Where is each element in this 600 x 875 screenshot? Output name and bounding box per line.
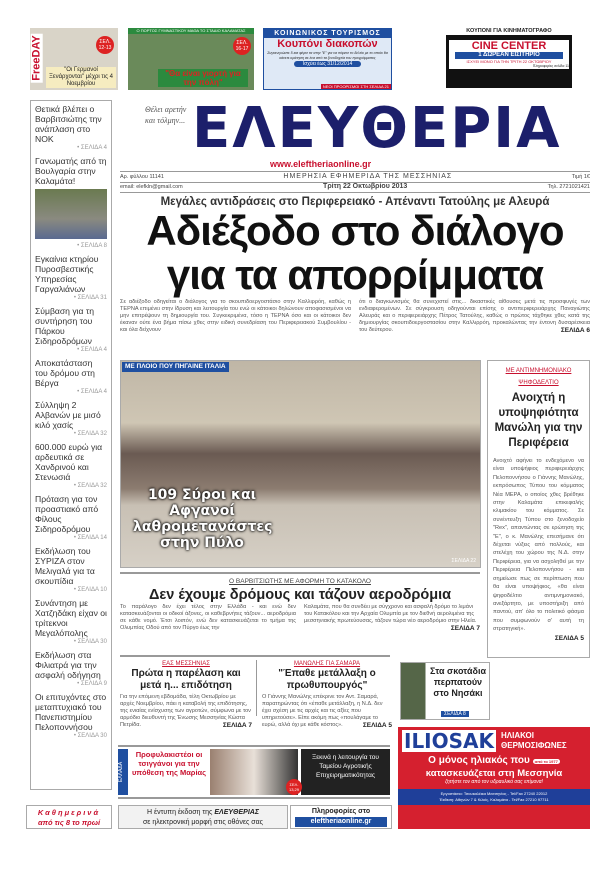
phone: Τηλ. 2721021421 bbox=[547, 184, 590, 190]
photo-label: ΜΕ ΠΛΟΙΟ ΠΟΥ ΠΗΓΑΙΝΕ ΙΤΑΛΙΑ bbox=[122, 362, 229, 372]
story3-page[interactable]: ΣΕΛΙΔΑ 7 bbox=[222, 722, 252, 729]
date: Τρίτη 22 Οκτωβρίου 2013 bbox=[323, 183, 408, 190]
right-kicker: ΜΕ ΑΝΤΙΜΝΗΜΟΝΙΑΚΟ ΨΗΦΟΔΕΛΤΙΟ bbox=[505, 368, 572, 386]
sidebar bbox=[30, 100, 112, 790]
lead-kicker: Μεγάλες αντιδράσεις στο Περιφερειακό - Απέναντι Τατούλης με Αλευρά bbox=[160, 196, 550, 208]
iliosak-address-2: Έκθεση: Αθηνών 7 & Κιλκίς, Καλαμάτα - Tel/Fax 27210 97711 bbox=[439, 797, 549, 802]
story2-kicker: Ο ΒΑΡΒΙΤΣΙΩΤΗΣ ΜΕ ΑΦΟΡΜΗ ΤΟ ΚΑΤΑΚΟΛΟ bbox=[229, 578, 371, 585]
sidebar-item[interactable] bbox=[35, 254, 107, 303]
sidebar-item-page: • ΣΕΛΙΔΑ 8 bbox=[77, 243, 107, 249]
sidebar-item-title: Εκδήλωση στα Φιλιατρά για την ασφαλή οδήγηση bbox=[35, 650, 101, 680]
lead-headline[interactable]: Αδιέξοδο στο διάλογο για τα απορρίμματα bbox=[146, 207, 564, 298]
sidebar-item[interactable] bbox=[35, 546, 107, 595]
lead-page[interactable]: ΣΕΛΙΔΑ 6 bbox=[560, 327, 590, 334]
cinema-note: ΙΣΧΥΕΙ ΜΟΝΟ ΓΙΑ ΤΗΝ ΤΡΙΤΗ 22 ΟΚΤΩΒΡΙΟΥ bbox=[466, 59, 552, 64]
sidebar-item-title: Σύμβαση για τη συντήρηση του Πάρκου Σιδηροδρόμων bbox=[35, 306, 95, 346]
ad-title: ΚΟΙΝΩΝΙΚΟΣ ΤΟΥΡΙΣΜΟΣ bbox=[264, 29, 391, 38]
right-story[interactable] bbox=[487, 360, 590, 658]
iliosak-line1: Ο μόνος ηλιακός που bbox=[428, 755, 530, 766]
sidebar-item-page: • ΣΕΛΙΔΑ 4 bbox=[77, 145, 107, 151]
cinema-info: Πληροφορίες σελίδα 11 bbox=[532, 64, 569, 68]
newspaper-logo[interactable]: ΕΛΕΥΘΕΡΙΑ bbox=[192, 96, 562, 161]
photo-story[interactable] bbox=[120, 360, 481, 568]
sidebar-item[interactable] bbox=[35, 306, 107, 355]
masthead-motto: Θέλει αρετήν και τόλμην... bbox=[145, 105, 187, 125]
ad-top-line: Ο ΠΟΡΤΟΣ ΓΥΜΝΑΣΤΙΚΟΥ ΜΑΘΑ ΤΟ ΣΤΑΔΙΟ ΚΑΛΑΜΑΤΑΣ bbox=[128, 28, 254, 34]
sidebar-item-title: Εγκαίνια κτηρίου Πυροσβεστικής Υπηρεσίας Γαργαλιάνων bbox=[35, 254, 99, 294]
badge: ΣΕΛ. 12-13 bbox=[96, 36, 114, 54]
ad-validity: Ισχύει έως 31/12/2014 bbox=[294, 61, 361, 67]
ad-footer: ΝΕΟΙ ΠΡΟΟΡΙΣΜΟΙ ΣΤΗ ΣΕΛΙΔΑ 21 bbox=[322, 84, 389, 89]
sidebar-item[interactable] bbox=[35, 358, 107, 397]
story-subsidy[interactable] bbox=[120, 660, 252, 729]
freeday-brand: FreeDAY bbox=[30, 35, 43, 81]
lead-col-2: ότι ο διαγκωνισμός θα συνεχιστεί στις... δικαστικές αίθουσες μετά τις προσφυγές των ενδιαφερομένων. Σε σύγκρουση οδηγούνται επίσης ο αντιπεριφερειάρχης Παναγιώτης Αλευράς και ο περιφερειάρχης Πέτρος Τατούλης, καθώς ο πρώτος τάχθηκε χθες κατά της δημιουργίας σκουπιδοεργοστασίου στην Καλλιρρόη, προκαλώντας την έντονη δυσαρέσκεια του δεύτερου. bbox=[359, 299, 590, 333]
iliosak-ad[interactable] bbox=[398, 727, 590, 829]
story5-page: ΣΕΛΙΔΑ 8 bbox=[441, 711, 469, 717]
caption: "Θα είναι γιορτή για την πόλη" bbox=[158, 69, 248, 87]
info-label: Πληροφορίες στο bbox=[311, 808, 371, 815]
sidebar-item-page: • ΣΕΛΙΔΑ 10 bbox=[73, 587, 107, 593]
story-pm[interactable] bbox=[262, 660, 392, 729]
iliosak-address-1: Εργοστάσιο: Τσουκαλέικα Μεσσηνίας - Tel/Fax 27240 22012 bbox=[440, 791, 548, 796]
sidebar-item-title: Συνάντηση με Χατζηδάκη είχαν οι τρίτεκνοι Μεγαλόπολης bbox=[35, 598, 107, 638]
column-divider bbox=[256, 660, 257, 716]
right-page[interactable]: ΣΕΛΙΔΑ 5 bbox=[554, 634, 584, 642]
sidebar-photo bbox=[35, 189, 107, 239]
sidebar-item-page: • ΣΕΛΙΔΑ 30 bbox=[73, 733, 107, 739]
sidebar-item-title: Γανωματής από τη Βουλγαρία στην Καλαμάτα! bbox=[35, 156, 107, 186]
sidebar-item[interactable] bbox=[35, 494, 107, 543]
iliosak-tag2: ΘΕΡΜΟΣΙΦΩΝΕΣ bbox=[501, 741, 567, 750]
story-nisaki[interactable] bbox=[400, 662, 490, 720]
edition-box bbox=[118, 805, 288, 829]
ad-title: ΚΟΥΠΟΝΙ ΓΙΑ ΚΙΝΗΜΑΤΟΓΡΑΦΟ bbox=[466, 28, 552, 34]
iliosak-logo: ILIOSAK bbox=[404, 729, 495, 753]
ad-text: Συγκεντρώστε 5 και φέρτε τα στην "Ε" για να πάρετε το δελτίο με το οποίο θα κάνετε κράτηση σε ένα από τα ξενοδοχεία του προγράμματος bbox=[267, 51, 388, 60]
story3-body: Για την επόμενη εβδομάδα, τέλη Οκτωβρίου με αρχές Νοεμβρίου, πάει η καταβολή της επιδότησης, της ενιαίας ενίσχυσης των αγροτών, σύμφωνα με τον αρμόδιο διευθυντή της Ένωσης Μεσσηνίας Κώστα Πετρίδα. bbox=[120, 694, 251, 728]
right-body: Ανοιχτό αφήνει το ενδεχόμενο να είναι υποψήφιος περιφερειάρχης Πελοποννήσου ο Γιάννης Μανώλης, εκπρόσωπος Τύπου του κόμματος Νέα ΜΕΡΑ, ο οποίος χθες βρέθηκε στην Καλαμάτα επικεφαλής κλιμακίου του κόμματος. Σε συνέντευξη Τύπου στο ξενοδοχείο "Rex", απαντώντας σε ερώτηση της "Ε", ο κ. Μανώλης επεσήμανε ότι δέχεται νύξεις από πολλούς, και στελέχη του χώρου της Ν.Δ. στην Περιφέρεια, για να ασχοληθεί με την Περιφέρεια Πελοποννήσου - και σημείωσε πως σε περίπτωση που θα είναι υποψήφιος, «θα είναι ψηφοδέλτιο αντιμνημονιακό, ανεξάρτητο, με υποστήριξη από παντού, απ' όλο το πολιτικό φάσμα που συμφωνούν σ' αυτή τη στρατηγική». bbox=[493, 458, 584, 633]
sidebar-item-title: 600.000 ευρώ για αρδευτικά σε Χανδρινού και Στενωσιά bbox=[35, 442, 103, 482]
sidebar-item-page: • ΣΕΛΙΔΑ 32 bbox=[73, 431, 107, 437]
daily-line-1: Καθημερινά bbox=[37, 808, 101, 817]
story2-col-2: Καλαμάτα, που θα συνδέει με σύγχρονο και ασφαλή δρόμο το λιμάνι του Κατακόλου και την Αρχαία Ολυμπία με τον διεθνή αερολιμένα της μεσσηνιακής πρωτεύουσας, τάζουν τώρα νέο αεροδρόμιο στην Ηλεία. bbox=[304, 604, 477, 624]
story3-kicker: ΕΑΣ ΜΕΣΣΗΝΙΑΣ bbox=[162, 661, 210, 667]
strip-label: ΕΛΛΑΔΑ bbox=[118, 749, 128, 795]
issue-number: Αρ. φύλλου 11141 bbox=[120, 174, 164, 180]
story3-headline: Πρώτα η παρέλαση και μετά η... επιδότηση bbox=[131, 668, 241, 691]
sidebar-item-title: Σύλληψη 2 Αλβανών με μισό κιλό χασίς bbox=[35, 400, 101, 430]
right-headline: Ανοιχτή η υποψηφιότητα Μανώλη για την Περιφέρεια bbox=[494, 392, 583, 449]
photo-headline: 109 Σύροι και Αφγανοί λαθρομετανάστες στην Πύλο bbox=[133, 487, 273, 551]
sidebar-item[interactable] bbox=[35, 400, 107, 439]
sidebar-item[interactable] bbox=[35, 442, 107, 491]
sidebar-item[interactable] bbox=[35, 598, 107, 647]
photo-page: ΣΕΛΙΔΑ 22 bbox=[451, 558, 476, 564]
story2-page[interactable]: ΣΕΛΙΔΑ 7 bbox=[450, 625, 480, 632]
iliosak-line2: κατασκευάζεται στη Μεσσηνία bbox=[425, 768, 563, 779]
sidebar-item[interactable] bbox=[35, 692, 107, 741]
tourism-coupon-ad[interactable] bbox=[263, 28, 392, 90]
masthead-subtitle: ΗΜΕΡΗΣΙΑ ΕΦΗΜΕΡΙΔΑ ΤΗΣ ΜΕΣΣΗΝΙΑΣ bbox=[283, 173, 453, 180]
sidebar-item[interactable] bbox=[35, 650, 107, 689]
iliosak-tag1: ΗΛΙΑΚΟΙ bbox=[501, 731, 534, 740]
sports-ad[interactable] bbox=[128, 28, 254, 90]
edition-line-2: σε ηλεκτρονική μορφή στις οθόνες σας bbox=[142, 819, 264, 826]
edition-line-1: Η έντυπη έκδοση της bbox=[147, 809, 215, 816]
story2-headline: Δεν έχουμε δρόμους και τάζουν αεροδρόμια bbox=[148, 587, 452, 603]
lead-col-1: Σε αδιέξοδο οδηγείται ο διάλογος για το σκουπιδοεργοστάσιο στην Καλλιρρόη, καθώς η ΤΕΡΝΑ επιμένει στην ίδρυση και λειτουργία του ενώ οι κάτοικοι δηλώνουν αποφασισμένοι να μην επιτρέψουν τη δημιουργία του. Συγκεκριμένα, τόσο η ΤΕΡΝΑ όσο και οι κάτοικοι δεν έκαναν ούτε ένα βήμα πίσω χθες στην ειδική συνεδρίαση του Περιφερειακού Συμβουλίου - και όλα δείχνουν bbox=[120, 299, 351, 333]
cinema-coupon-ad[interactable] bbox=[446, 28, 572, 90]
strip-left-story[interactable]: Προφυλακιστέοι οι τσιγγάνοι για την υπόθεση της Μαρίας bbox=[131, 750, 207, 777]
news-strip bbox=[118, 745, 390, 799]
sidebar-item-page: • ΣΕΛΙΔΑ 4 bbox=[77, 389, 107, 395]
info-box bbox=[290, 805, 392, 829]
sidebar-item-page: • ΣΕΛΙΔΑ 32 bbox=[73, 483, 107, 489]
daily-box bbox=[26, 805, 112, 829]
story4-body: Ο Γιάννης Μανώλης επέκρινε τον Αντ. Σαμαρά, παρατηρώντας ότι «έπαθε μετάλλαξη, η Ν.Δ. δεν έχει σχέση με τις αρχές και τις αξίες που υπηρετούσε». Είπε ακόμη πως «πουλάγαμε το ευρώ, αλλά όχι με κάθε κόστος». bbox=[262, 694, 383, 728]
sidebar-item-page: • ΣΕΛΙΔΑ 31 bbox=[73, 295, 107, 301]
daily-line-2: από τις 8 το πρωί bbox=[37, 818, 101, 827]
strip-photo bbox=[210, 749, 298, 795]
sidebar-item[interactable] bbox=[35, 104, 107, 153]
cinema-offer: 1 ΔΩΡΕΑΝ ΕΙΣΙΤΗΡΙΟ bbox=[455, 52, 563, 59]
strip-right-story[interactable]: Ξεκινά η λειτουργία του Ταμείου Αγροτικής Επιχειρηματικότητας bbox=[301, 749, 390, 795]
story5-headline: Στα σκοτάδια περπατούν στο Νησάκι bbox=[430, 666, 486, 698]
cinema-brand: CINE CENTER bbox=[471, 40, 547, 52]
freeday-ad[interactable] bbox=[30, 28, 118, 90]
site-link[interactable]: eleftheriaonline.gr bbox=[295, 817, 387, 827]
ad-headline: Κουπόνι διακοπών bbox=[277, 38, 378, 50]
iliosak-since: από το 1977 bbox=[534, 759, 558, 764]
sidebar-item-page: • ΣΕΛΙΔΑ 30 bbox=[73, 639, 107, 645]
lead-body bbox=[120, 299, 590, 334]
price: Τιμή 1€ bbox=[571, 174, 590, 180]
sidebar-item-page: • ΣΕΛΙΔΑ 4 bbox=[77, 347, 107, 353]
edition-brand: ΕΛΕΥΘΕΡΙΑΣ bbox=[214, 809, 259, 816]
caption: "Οι Γερμανοί Ξενάρχονται" μέχρι τις 4 Νοεμβρίου bbox=[46, 67, 116, 88]
sidebar-item[interactable] bbox=[35, 156, 107, 251]
website-link[interactable]: www.eleftheriaonline.gr bbox=[270, 159, 372, 169]
story2-col-1: Το παράλογο δεν έχει τέλος στην Ελλάδα - και ενώ δεν κατασκευάζονται οι οδικοί άξονες, οι καθεβρνήτες τάζουν... αεροδρόμια σε κάθε νομό. Έτσι λοιπόν, ενώ δεν κατασκευάζεται το τμήμα της Ολυμπίας Οδού από τον Πύργο έως την bbox=[120, 604, 296, 631]
sidebar-item-title: Εκδήλωση του ΣΥΡΙΖΑ στον Μελιγαλά για τα σκουπίδια bbox=[35, 546, 95, 586]
sidebar-item-page: • ΣΕΛΙΔΑ 9 bbox=[77, 681, 107, 687]
sidebar-item-title: Θετικά βλέπει ο Βαρβιτσιώτης την ανάπλαση στο ΝΟΚ bbox=[35, 104, 102, 144]
sidebar-item-page: • ΣΕΛΙΔΑ 14 bbox=[73, 535, 107, 541]
story4-page[interactable]: ΣΕΛΙΔΑ 5 bbox=[362, 722, 392, 729]
badge: ΣΕΛ. 16-17 bbox=[233, 37, 251, 55]
sidebar-item-title: Πρόταση για τον προαστιακό από Φίλους Σιδηροδρόμου bbox=[35, 494, 99, 534]
story-airports[interactable] bbox=[120, 572, 480, 632]
sidebar-item-title: Οι επιτυχόντες στο μεταπτυχιακό του Πανεπιστημίου Πελοποννήσου bbox=[35, 692, 107, 732]
bottom-stories bbox=[120, 655, 390, 657]
iliosak-line3: ζητήστε τον από τον υδραυλικό σας επίμονα! bbox=[444, 779, 544, 785]
film-strip bbox=[446, 35, 572, 88]
strip-badge: ΣΕΛ. 13,29 bbox=[286, 779, 302, 795]
masthead-contact-row bbox=[120, 182, 590, 193]
story4-headline: "Έπαθε μετάλλαξη ο πρωθυπουργός" bbox=[278, 668, 376, 691]
sidebar-item-title: Αποκατάσταση του δρόμου στη Βέργα bbox=[35, 358, 95, 388]
story4-kicker: ΜΑΝΩΛΗΣ ΓΙΑ ΣΑΜΑΡΑ bbox=[293, 661, 361, 667]
email: email: elefkln@gmail.com bbox=[120, 184, 183, 190]
